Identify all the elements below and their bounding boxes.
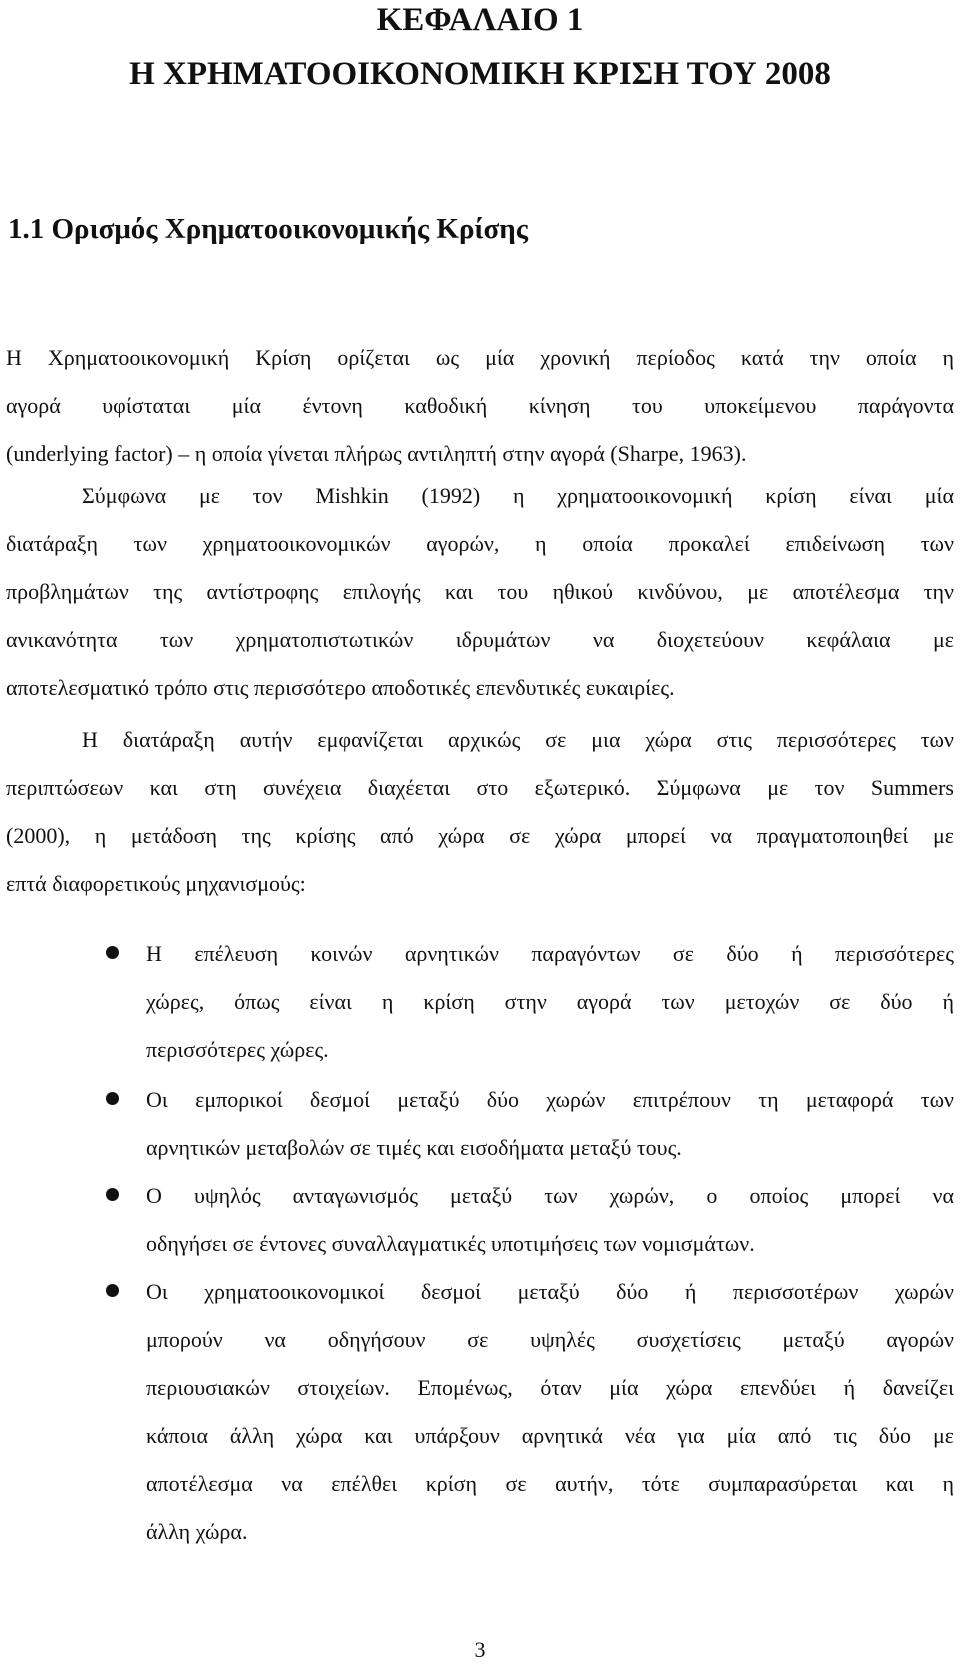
- chapter-label: ΚΕΦΑΛΑΙΟ 1: [376, 2, 584, 38]
- list-item-line: περισσότερες χώρες.: [146, 1037, 329, 1062]
- section-title: 1.1 Ορισμός Χρηματοοικονομικής Κρίσης: [8, 213, 528, 245]
- paragraph-summers: [6, 716, 954, 908]
- paragraph-line: (underlying factor) – η οποία γίνεται πλήρως αντιληπτή στην αγορά (Sharpe, 1963).: [6, 441, 747, 466]
- paragraph-definition: [6, 334, 954, 478]
- list-item-line: περιουσιακών στοιχείων. Επομένως, όταν μία χώρα επενδύει ή δανείζει: [146, 1375, 954, 1400]
- paragraph-line: Η διατάραξη αυτήν εμφανίζεται αρχικώς σε μια χώρα στις περισσότερες των: [82, 727, 954, 752]
- page-number: 3: [474, 1637, 486, 1662]
- paragraph-line: επτά διαφορετικούς μηχανισμούς:: [6, 871, 306, 896]
- list-item-line: οδηγήσει σε έντονες συναλλαγματικές υποτιμήσεις των νομισμάτων.: [146, 1231, 755, 1256]
- bullet-icon: [106, 1092, 119, 1105]
- list-item-line: μπορούν να οδηγήσουν σε υψηλές συσχετίσεις μεταξύ αγορών: [146, 1327, 954, 1352]
- paragraph-line: Σύμφωνα με τον Mishkin (1992) η χρηματοοικονομική κρίση είναι μία: [82, 483, 954, 508]
- list-item-line: Οι χρηματοοικονομικοί δεσμοί μεταξύ δύο ή περισσοτέρων χωρών: [146, 1279, 954, 1304]
- bullet-icon: [106, 1284, 119, 1297]
- list-item: [146, 930, 954, 1074]
- list-item: [146, 1172, 954, 1268]
- list-item-line: Η επέλευση κοινών αρνητικών παραγόντων σε δύο ή περισσότερες: [146, 941, 954, 966]
- paragraph-line: αγορά υφίσταται μία έντονη καθοδική κίνηση του υποκείμενου παράγοντα: [6, 393, 954, 418]
- list-item-line: Ο υψηλός ανταγωνισμός μεταξύ των χωρών, ο οποίος μπορεί να: [146, 1183, 954, 1208]
- paragraph-line: περιπτώσεων και στη συνέχεια διαχέεται στο εξωτερικό. Σύμφωνα με τον Summers: [6, 775, 954, 800]
- paragraph-line: αποτελεσματικό τρόπο στις περισσότερο αποδοτικές επενδυτικές ευκαιρίες.: [6, 675, 675, 700]
- list-item-line: χώρες, όπως είναι η κρίση στην αγορά των μετοχών σε δύο ή: [146, 989, 954, 1014]
- paragraph-line: Η Χρηματοοικονομική Κρίση ορίζεται ως μία χρονική περίοδος κατά την οποία η: [6, 345, 954, 370]
- list-item-line: κάποια άλλη χώρα και υπάρξουν αρνητικά νέα για μία από τις δύο με: [146, 1423, 954, 1448]
- paragraph-line: προβλημάτων της αντίστροφης επιλογής και του ηθικού κινδύνου, με αποτέλεσμα την: [6, 579, 954, 604]
- list-item-line: αποτέλεσμα να επέλθει κρίση σε αυτήν, τότε συμπαρασύρεται και η: [146, 1471, 954, 1496]
- chapter-title: Η ΧΡΗΜΑΤΟΟΙΚΟΝΟΜΙΚΗ ΚΡΙΣΗ ΤΟΥ 2008: [129, 56, 831, 92]
- list-item-line: Οι εμπορικοί δεσμοί μεταξύ δύο χωρών επιτρέπουν τη μεταφορά των: [146, 1087, 954, 1112]
- paragraph-line: (2000), η μετάδοση της κρίσης από χώρα σε χώρα μπορεί να πραγματοποιηθεί με: [6, 823, 954, 848]
- paragraph-mishkin: [6, 472, 954, 712]
- list-item: [146, 1268, 954, 1556]
- bullet-icon: [106, 1188, 119, 1201]
- list-item-line: άλλη χώρα.: [146, 1519, 248, 1544]
- list-item: [146, 1076, 954, 1172]
- list-item-line: αρνητικών μεταβολών σε τιμές και εισοδήματα μεταξύ τους.: [146, 1135, 682, 1160]
- paragraph-line: διατάραξη των χρηματοοικονομικών αγορών, η οποία προκαλεί επιδείνωση των: [6, 531, 954, 556]
- paragraph-line: ανικανότητα των χρηματοπιστωτικών ιδρυμάτων να διοχετεύουν κεφάλαια με: [6, 627, 954, 652]
- bullet-icon: [106, 946, 119, 959]
